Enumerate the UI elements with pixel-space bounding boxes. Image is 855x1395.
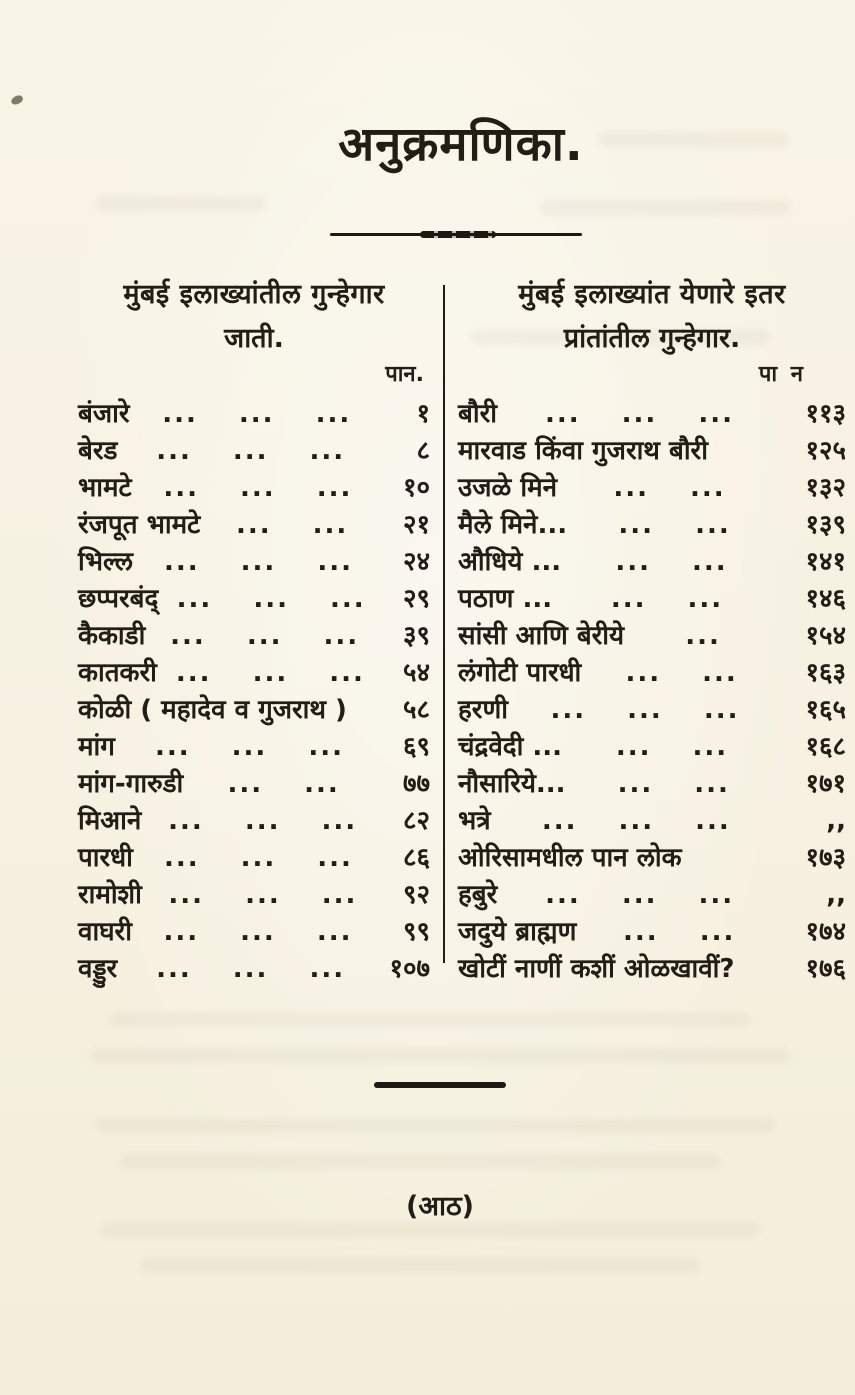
toc-left-column (78, 281, 430, 988)
toc-entry-page: ८ (416, 436, 430, 466)
toc-entry-page: १२५ (805, 436, 846, 466)
toc-entry-page: १५४ (805, 621, 846, 651)
toc-row (458, 692, 846, 729)
toc-entry-label: चंद्रवेदी ... (458, 732, 562, 762)
toc-entry-page: १० (402, 473, 430, 503)
toc-row (458, 507, 846, 544)
bleedthrough-smudge (100, 1222, 760, 1237)
toc-entry-page: १७४ (805, 917, 846, 947)
toc-entry-label: कैकाडी (78, 621, 146, 651)
toc-right-column (458, 281, 846, 988)
toc-entry-page: १४१ (805, 547, 846, 577)
toc-row (458, 581, 846, 618)
toc-row (458, 914, 846, 951)
toc-row (78, 433, 430, 470)
toc-row (78, 951, 430, 988)
toc-entry-label: खोटीं नाणीं कशीं ओळखावीं? (458, 954, 735, 984)
toc-entry-page: ८२ (402, 806, 430, 836)
toc-entry-label: सांसी आणि बेरीये (458, 621, 625, 651)
toc-entry-page: १६५ (805, 695, 846, 725)
toc-row (78, 729, 430, 766)
leader-dots: ... ... (235, 510, 349, 540)
leader-dots: ... ... ... (163, 473, 353, 503)
leader-dots: ... ... ... (541, 806, 731, 836)
toc-entry-label: बंजारे (78, 399, 130, 429)
leader-dots: ... ... (623, 917, 736, 947)
leader-dots: ... ... (610, 584, 724, 614)
bleedthrough-smudge (90, 1048, 790, 1063)
toc-entry-label: नौसारिये... (458, 769, 566, 799)
toc-row (458, 544, 846, 581)
toc-entry-page: १३९ (805, 510, 846, 540)
bleedthrough-smudge (540, 200, 790, 215)
toc-row (78, 581, 430, 618)
leader-dots: ... ... ... (170, 621, 360, 651)
toc-entry-page: १७१ (805, 769, 846, 799)
leader-dots: ... ... ... (156, 954, 346, 984)
toc-row (78, 618, 430, 655)
toc-entry-page: २१ (402, 510, 430, 540)
toc-row (458, 803, 846, 840)
leader-dots: ... (685, 621, 721, 651)
toc-entry-page: ५४ (402, 658, 430, 688)
toc-entry-label: भिल्ल (78, 547, 133, 577)
toc-entry-label: वड्डुर (78, 954, 118, 984)
toc-entry-label: जदुये ब्राह्मण (458, 917, 577, 947)
toc-row (78, 396, 430, 433)
leader-dots: ... ... (618, 510, 731, 540)
toc-row (78, 655, 430, 692)
toc-row (458, 951, 846, 988)
bleedthrough-smudge (140, 1258, 700, 1273)
toc-entry-page: ९२ (402, 880, 430, 910)
toc-row (458, 766, 846, 803)
leader-dots: ... ... ... (163, 843, 353, 873)
toc-row (458, 729, 846, 766)
toc-columns (78, 281, 846, 988)
toc-row (458, 396, 846, 433)
leader-dots: ... ... (613, 473, 726, 503)
toc-entry-label: मांग-गारुडी (78, 769, 184, 799)
leader-dots: ... ... ... (168, 806, 358, 836)
leader-dots: ... ... ... (175, 658, 365, 688)
toc-row (78, 914, 430, 951)
left-heading-line2: जाती. (224, 323, 284, 354)
toc-entry-label: पारधी (78, 843, 133, 873)
toc-entry-label: मिआने (78, 806, 142, 836)
toc-row (458, 470, 846, 507)
bleedthrough-smudge (96, 196, 266, 211)
leader-dots: ... ... ... (162, 399, 352, 429)
right-page-column-label: पा न (758, 362, 806, 387)
toc-entry-page: ५८ (402, 695, 430, 725)
right-toc-rows (458, 396, 846, 988)
toc-entry-page: ,, (826, 880, 846, 910)
toc-entry-label: मैले मिने... (458, 510, 568, 540)
toc-row (78, 877, 430, 914)
leader-dots: ... ... ... (545, 880, 735, 910)
left-toc-rows (78, 396, 430, 988)
right-column-header (458, 281, 846, 390)
left-column-header (78, 281, 430, 390)
toc-entry-label: भत्रे (458, 806, 491, 836)
toc-row (458, 618, 846, 655)
toc-entry-label: कातकरी (78, 658, 157, 688)
leader-dots: ... ... ... (163, 547, 353, 577)
bleedthrough-smudge (95, 1118, 775, 1133)
ink-speck (10, 94, 24, 105)
toc-entry-page: ६९ (402, 732, 430, 762)
leader-dots: ... ... ... (168, 880, 358, 910)
toc-row (78, 692, 430, 729)
toc-entry-label: पठाण ... (458, 584, 553, 614)
leader-dots: ... ... ... (550, 695, 740, 725)
leader-dots: ... ... ... (154, 732, 344, 762)
toc-entry-label: हरणी (458, 695, 508, 725)
title-ornament-rule (330, 229, 582, 239)
bleedthrough-smudge (110, 1012, 750, 1027)
toc-entry-page: १४६ (805, 584, 846, 614)
toc-row (78, 840, 430, 877)
toc-row (458, 840, 846, 877)
toc-row (78, 470, 430, 507)
toc-entry-page: १३२ (805, 473, 846, 503)
toc-entry-label: लंगोटी पारधी (458, 658, 582, 688)
leader-dots: ... ... ... (156, 436, 346, 466)
toc-entry-label: मारवाड किंवा गुजराथ बौरी (458, 436, 708, 466)
toc-entry-page: १६३ (805, 658, 846, 688)
toc-entry-page: ११३ (805, 399, 846, 429)
toc-entry-page: १०७ (389, 954, 430, 984)
folio-page-number: (आठ) (406, 1191, 474, 1222)
toc-entry-label: कोळी ( महादेव व गुजराथ ) (78, 695, 347, 725)
toc-entry-label: छप्परबंद् (78, 584, 159, 614)
bleedthrough-smudge (120, 1154, 720, 1169)
leader-dots: ... ... (227, 769, 340, 799)
toc-row (78, 766, 430, 803)
toc-entry-label: मांग (78, 732, 115, 762)
leader-dots: ... ... (625, 658, 738, 688)
footer-rule (374, 1082, 506, 1088)
page-title: अनुक्रमणिका. (338, 117, 584, 172)
toc-entry-page: १६८ (805, 732, 846, 762)
right-heading-line2: प्रांतांतील गुन्हेगार. (563, 323, 741, 354)
toc-entry-label: भामटे (78, 473, 132, 503)
toc-row (458, 655, 846, 692)
toc-entry-page: २४ (402, 547, 430, 577)
leader-dots: ... ... ... (163, 917, 353, 947)
toc-entry-page: ७७ (402, 769, 430, 799)
toc-row (78, 803, 430, 840)
toc-entry-label: वाघरी (78, 917, 132, 947)
toc-entry-page: १७६ (805, 954, 846, 984)
toc-row (78, 507, 430, 544)
toc-entry-page: ३९ (402, 621, 430, 651)
leader-dots: ... ... (617, 769, 730, 799)
leader-dots: ... ... ... (176, 584, 366, 614)
toc-entry-label: बेरड (78, 436, 118, 466)
toc-entry-label: बौरी (458, 399, 497, 429)
toc-entry-label: रामोशी (78, 880, 142, 910)
toc-entry-label: औधिये ... (458, 547, 562, 577)
toc-row (458, 433, 846, 470)
toc-entry-label: हबुरे (458, 880, 498, 910)
toc-entry-page: ८६ (402, 843, 430, 873)
column-divider-rule (443, 285, 445, 963)
toc-entry-page: १७३ (805, 843, 846, 873)
toc-entry-label: रंजपूत भामटे (78, 510, 201, 540)
left-page-column-label: पान. (385, 362, 424, 387)
toc-row (458, 877, 846, 914)
leader-dots: ... ... ... (544, 399, 734, 429)
toc-entry-page: २९ (402, 584, 430, 614)
leader-dots: ... ... (615, 547, 728, 577)
toc-entry-label: उजळे मिने (458, 473, 558, 503)
left-heading-line1: मुंबई इलाख्यांतील गुन्हेगार (123, 279, 385, 310)
toc-row (78, 544, 430, 581)
leader-dots: ... ... (615, 732, 729, 762)
toc-entry-page: ,, (826, 806, 846, 836)
toc-entry-label: ओरिसामधील पान लोक (458, 843, 682, 873)
toc-entry-page: ९९ (402, 917, 430, 947)
toc-entry-page: १ (416, 399, 430, 429)
right-heading-line1: मुंबई इलाख्यांत येणारे इतर (518, 279, 786, 310)
